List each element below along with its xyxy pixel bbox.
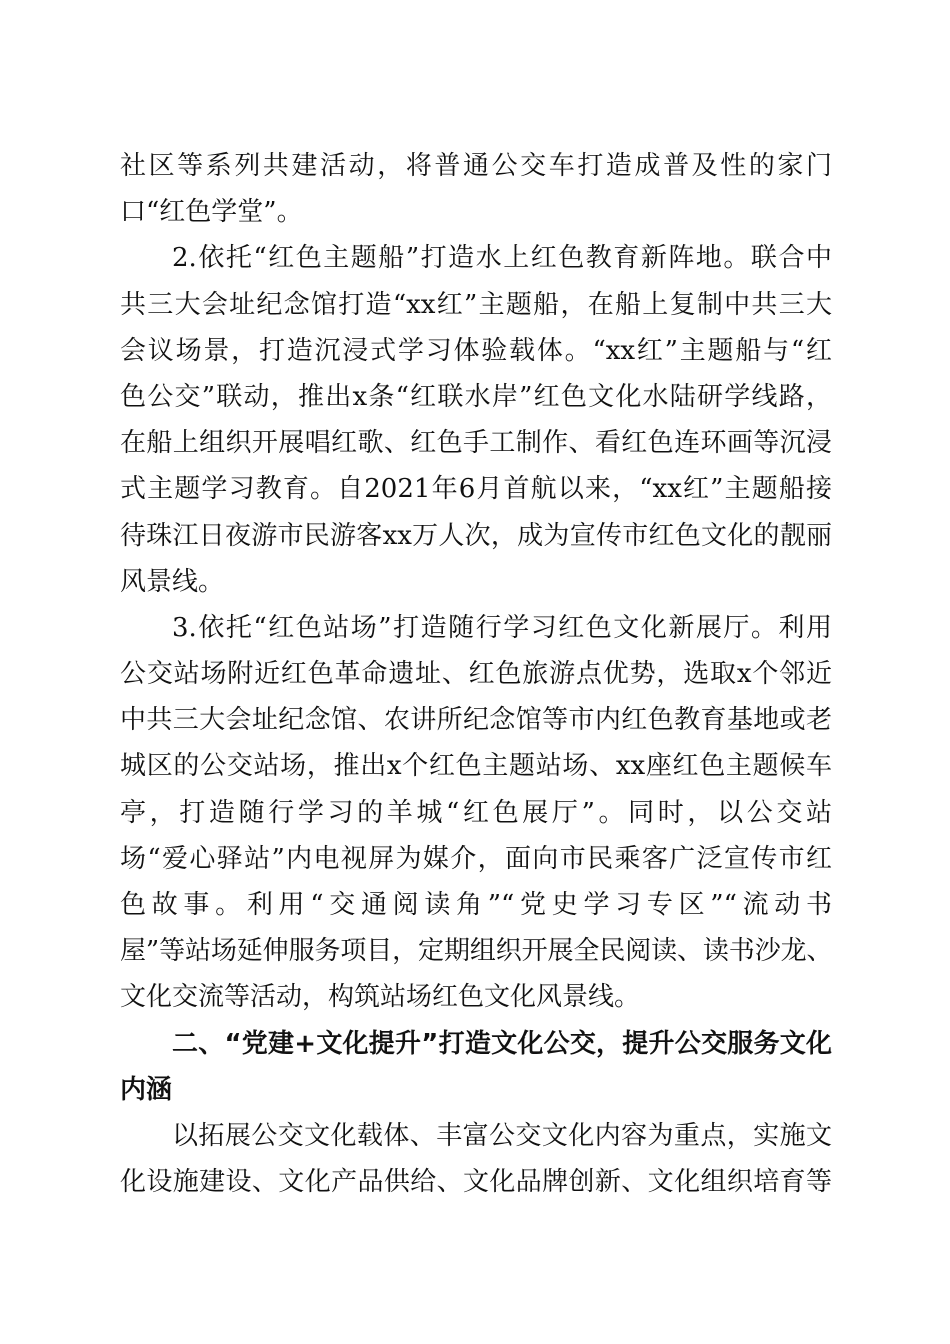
text-line: 口“红色学堂”。	[120, 197, 303, 228]
text-line: 化设施建设、文化产品供给、文化品牌创新、文化组织培育等	[120, 1167, 832, 1198]
text-line: 色公交”联动，推出x条“红联水岸”红色文化水陆研学线路，	[120, 381, 832, 412]
text-line: 以拓展公交文化载体、丰富公交文化内容为重点，实施文	[172, 1120, 832, 1151]
text-line: 风景线。	[120, 566, 225, 597]
text-line: 会议场景，打造沉浸式学习体验载体。“xx红”主题船与“红	[120, 335, 832, 366]
text-line: 中共三大会址纪念馆、农讲所纪念馆等市内红色教育基地或老	[120, 705, 832, 736]
document-body	[120, 143, 832, 1205]
heading-line: 内涵	[120, 1074, 173, 1105]
section-heading	[120, 1021, 832, 1113]
text-line: 式主题学习教育。自2021年6月首航以来，“xx红”主题船接	[120, 474, 832, 505]
text-line: 3.依托“红色站场”打造随行学习红色文化新展厅。利用	[172, 612, 832, 643]
text-line: 公交站场附近红色革命遗址、红色旅游点优势，选取x个邻近	[120, 659, 832, 690]
paragraph-community-activities	[120, 143, 832, 235]
text-line: 场“爱心驿站”内电视屏为媒介，面向市民乘客广泛宣传市红	[120, 843, 832, 874]
text-line: 待珠江日夜游市民游客xx万人次，成为宣传市红色文化的靓丽	[120, 520, 832, 551]
text-line: 文化交流等活动，构筑站场红色文化风景线。	[120, 982, 641, 1013]
paragraph-red-theme-boat	[120, 235, 832, 605]
text-line: 在船上组织开展唱红歌、红色手工制作、看红色连环画等沉浸	[120, 428, 832, 459]
text-line: 亭，打造随行学习的羊城“红色展厅”。同时，以公交站	[120, 797, 832, 828]
paragraph-red-station	[120, 605, 832, 1021]
text-line: 社区等系列共建活动，将普通公交车打造成普及性的家门	[120, 151, 832, 181]
heading-line: 二、“党建+文化提升”打造文化公交，提升公交服务文化	[172, 1028, 832, 1059]
text-line: 共三大会址纪念馆打造“xx红”主题船，在船上复制中共三大	[120, 289, 832, 320]
paragraph-culture-bus	[120, 1113, 832, 1205]
text-line: 屋”等站场延伸服务项目，定期组织开展全民阅读、读书沙龙、	[120, 936, 832, 967]
text-line: 色故事。利用“交通阅读角”“党史学习专区”“流动书	[120, 890, 832, 920]
text-line: 城区的公交站场，推出x个红色主题站场、xx座红色主题候车	[120, 751, 832, 782]
text-line: 2.依托“红色主题船”打造水上红色教育新阵地。联合中	[172, 243, 832, 274]
